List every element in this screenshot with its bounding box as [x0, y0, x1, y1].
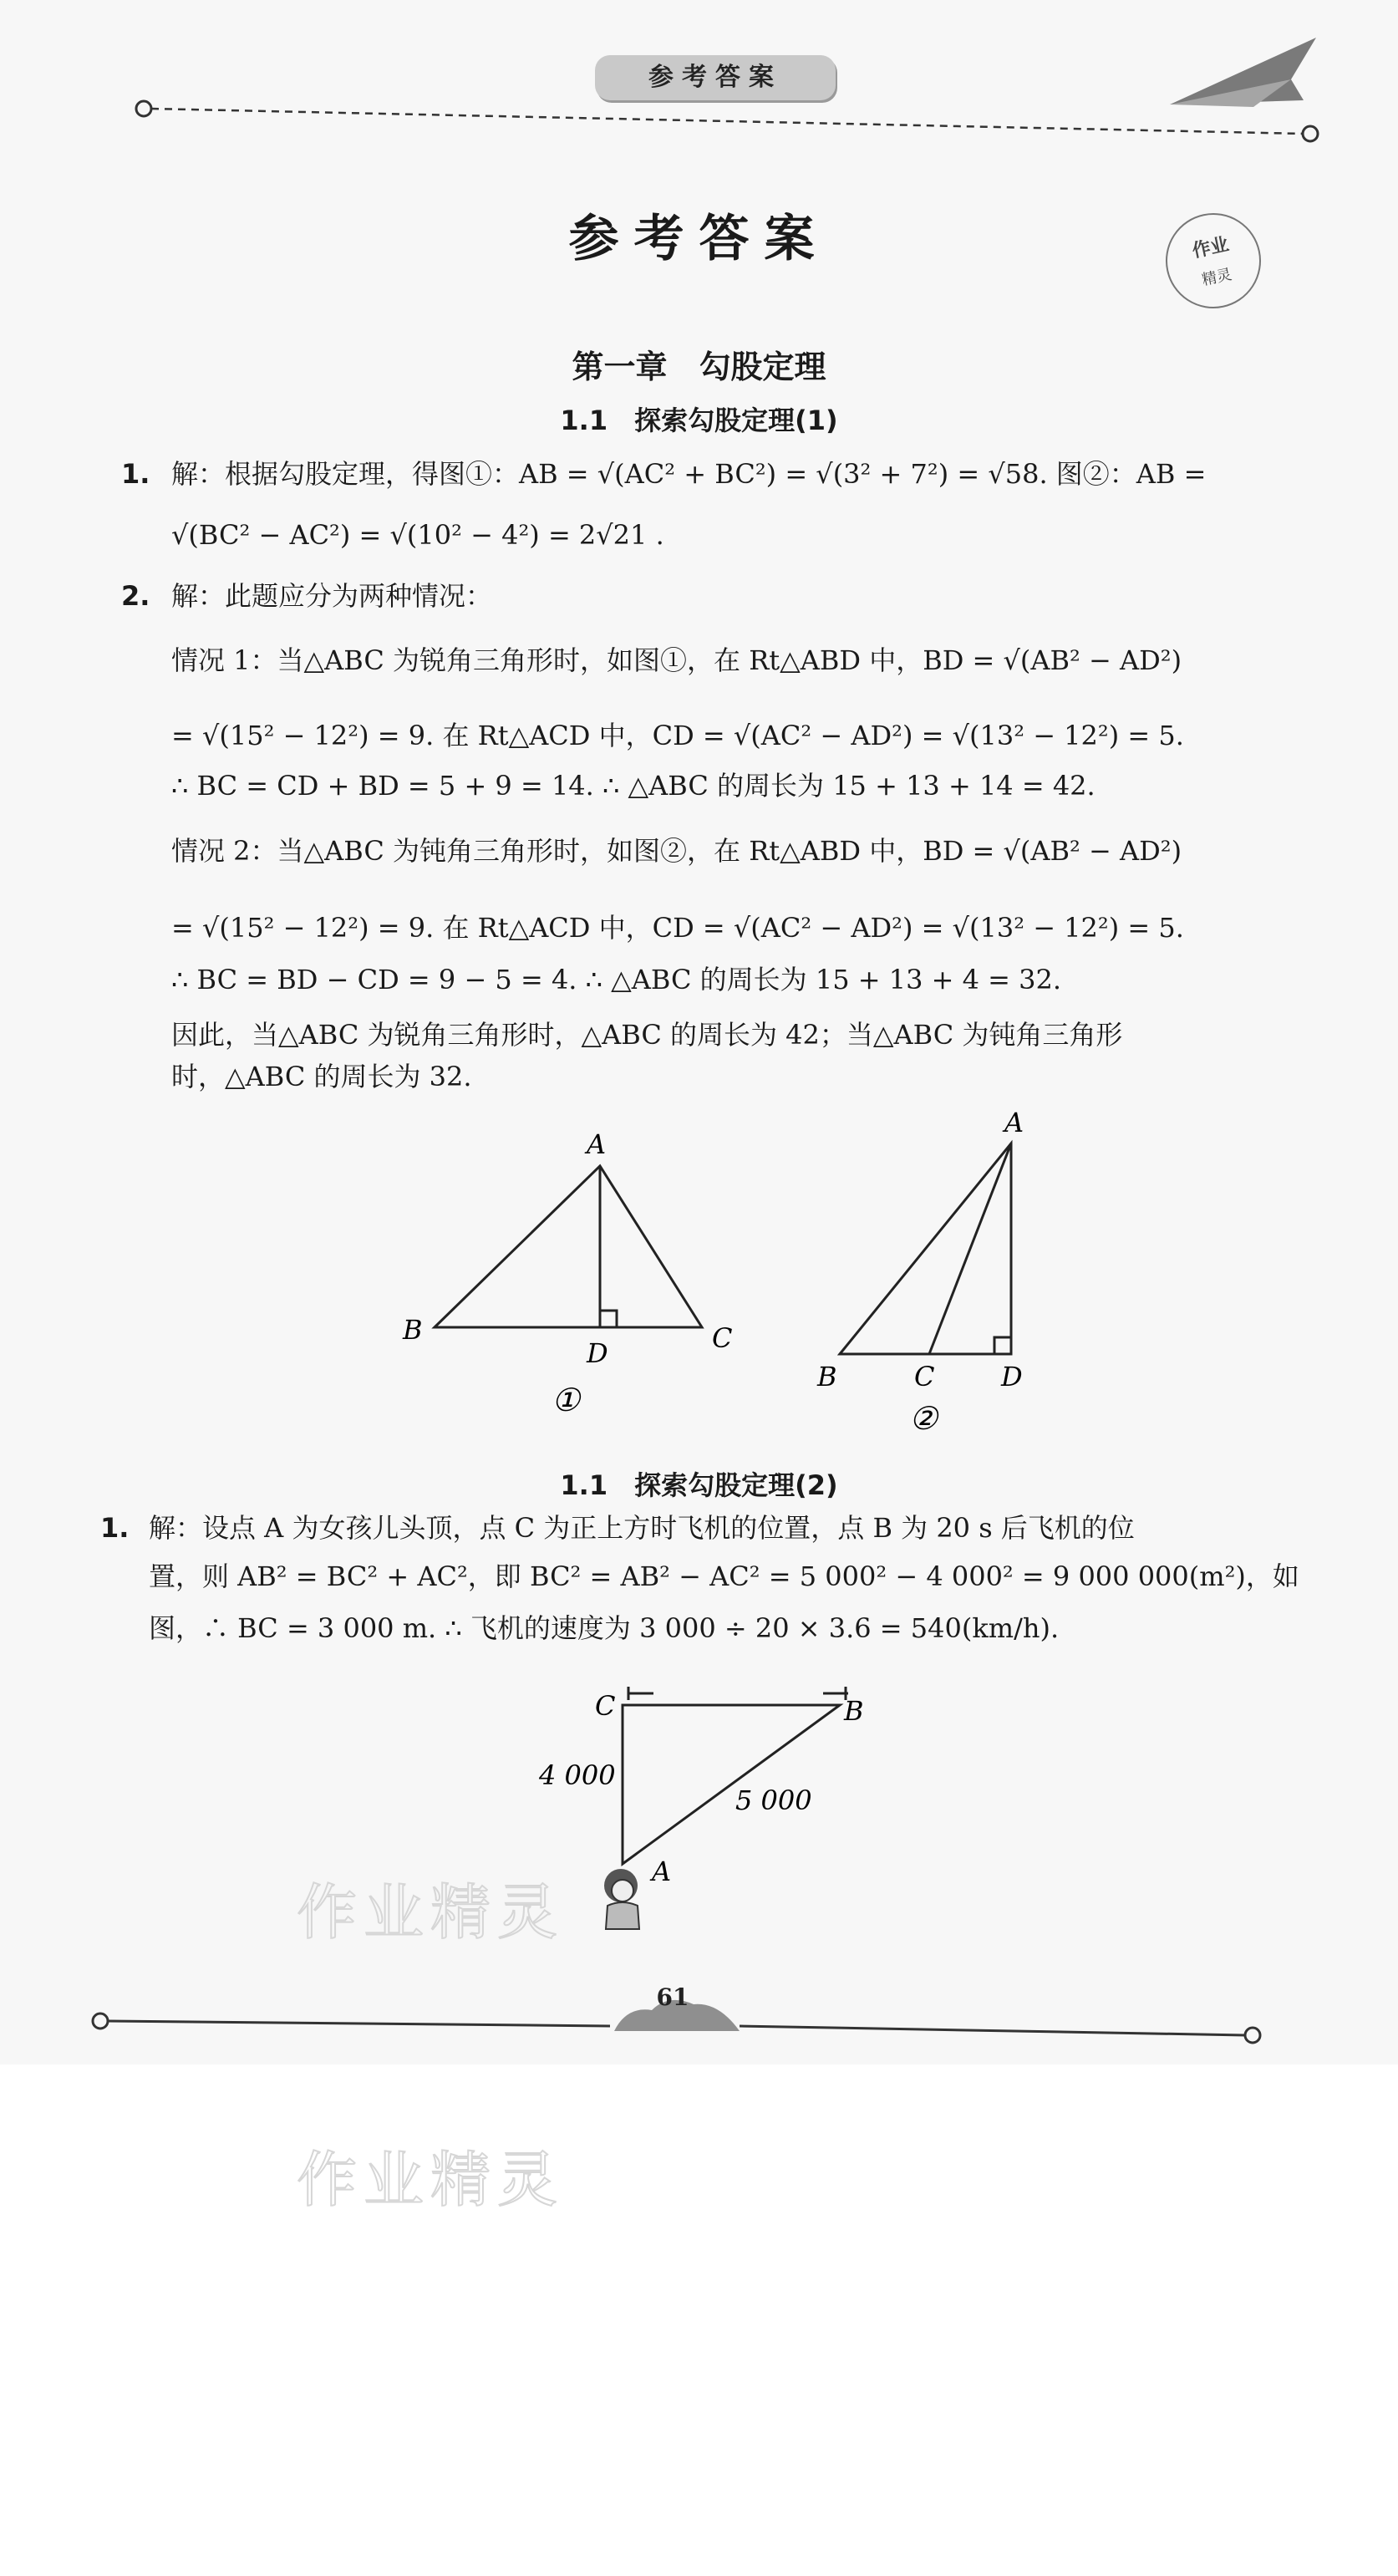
- figure-2: [840, 1143, 1011, 1354]
- airplane-figure: [0, 1663, 1398, 1947]
- fig2-label-d: D: [1001, 1361, 1023, 1392]
- fig3-label-c: C: [595, 1690, 616, 1722]
- figure-1: [435, 1166, 702, 1327]
- answer-line: 解：此题应分为两种情况：: [171, 580, 493, 612]
- answer-line: ∴ BC = CD + BD = 5 + 9 = 14. ∴ △ABC 的周长为 15 + 13 + 14 = 42.: [171, 770, 1096, 802]
- fig2-caption: ②: [909, 1400, 938, 1437]
- answer-line: 时，△ABC 的周长为 32.: [171, 1061, 472, 1092]
- fig1-label-a: A: [587, 1128, 607, 1160]
- answer-line: ∴ BC = BD − CD = 9 − 5 = 4. ∴ △ABC 的周长为 15 + 13 + 4 = 32.: [171, 964, 1061, 995]
- watermark: 作业精灵: [297, 2145, 565, 2215]
- answer-line: 置，则 AB² = BC² + AC²，即 BC² = AB² − AC² = 5 000² − 4 000² = 9 000 000(m²)，如: [149, 1560, 1299, 1592]
- header-tab: 参考答案: [595, 55, 836, 100]
- fig2-label-a: A: [1004, 1107, 1024, 1138]
- fig1-label-b: B: [403, 1314, 423, 1346]
- section-heading-2: 1.1 探索勾股定理(2): [560, 1469, 838, 1501]
- answer-line: √(BC² − AC²) = √(10² − 4²) = 2√21 .: [171, 519, 664, 551]
- watermark: 作业精灵: [297, 1877, 565, 1947]
- question-number: 1.: [121, 458, 150, 490]
- answer-line: 解：设点 A 为女孩儿头顶，点 C 为正上方时飞机的位置，点 B 为 20 s 后飞机的位: [149, 1512, 1135, 1544]
- answer-line: = √(15² − 12²) = 9. 在 Rt△ACD 中，CD = √(AC² − AD²) = √(13² − 12²) = 5.: [171, 720, 1184, 751]
- triangle-figures: [0, 1103, 1398, 1438]
- answer-line: 图，∴ BC = 3 000 m. ∴ 飞机的速度为 3 000 ÷ 20 × 3.6 = 540(km/h).: [149, 1612, 1060, 1644]
- fig3-label-a: A: [652, 1856, 672, 1887]
- chapter-heading: 第一章 勾股定理: [572, 349, 826, 385]
- question-number: 2.: [121, 580, 150, 612]
- answer-line: = √(15² − 12²) = 9. 在 Rt△ACD 中，CD = √(AC² − AD²) = √(13² − 12²) = 5.: [171, 912, 1184, 944]
- fig3-label-b: B: [844, 1695, 864, 1727]
- answer-line: 解：根据勾股定理，得图①：AB = √(AC² + BC²) = √(3² + 7²) = √58. 图②：AB =: [171, 458, 1207, 490]
- fig3-side-ab: 5 000: [735, 1784, 812, 1816]
- girl-icon: [604, 1869, 639, 1929]
- answer-line: 情况 2：当△ABC 为钝角三角形时，如图②，在 Rt△ABD 中，BD = √(AB² − AD²): [171, 835, 1182, 867]
- fig3-side-ac: 4 000: [539, 1759, 616, 1791]
- answer-line: 情况 1：当△ABC 为锐角三角形时，如图①，在 Rt△ABD 中，BD = √(AB² − AD²): [171, 644, 1182, 676]
- fig2-label-c: C: [914, 1361, 935, 1392]
- stamp-logo: 作业 精灵: [1157, 204, 1269, 317]
- page-title: 参考答案: [568, 210, 830, 268]
- answer-line: 因此，当△ABC 为锐角三角形时，△ABC 的周长为 42；当△ABC 为钝角三角形: [171, 1019, 1123, 1051]
- section-heading-1: 1.1 探索勾股定理(1): [560, 405, 838, 436]
- page-number: 61: [656, 1983, 689, 2011]
- fig1-label-c: C: [712, 1322, 733, 1354]
- fig1-caption: ①: [552, 1382, 581, 1418]
- question-number: 1.: [100, 1512, 130, 1544]
- fig1-label-d: D: [587, 1337, 608, 1369]
- fig2-label-b: B: [817, 1361, 837, 1392]
